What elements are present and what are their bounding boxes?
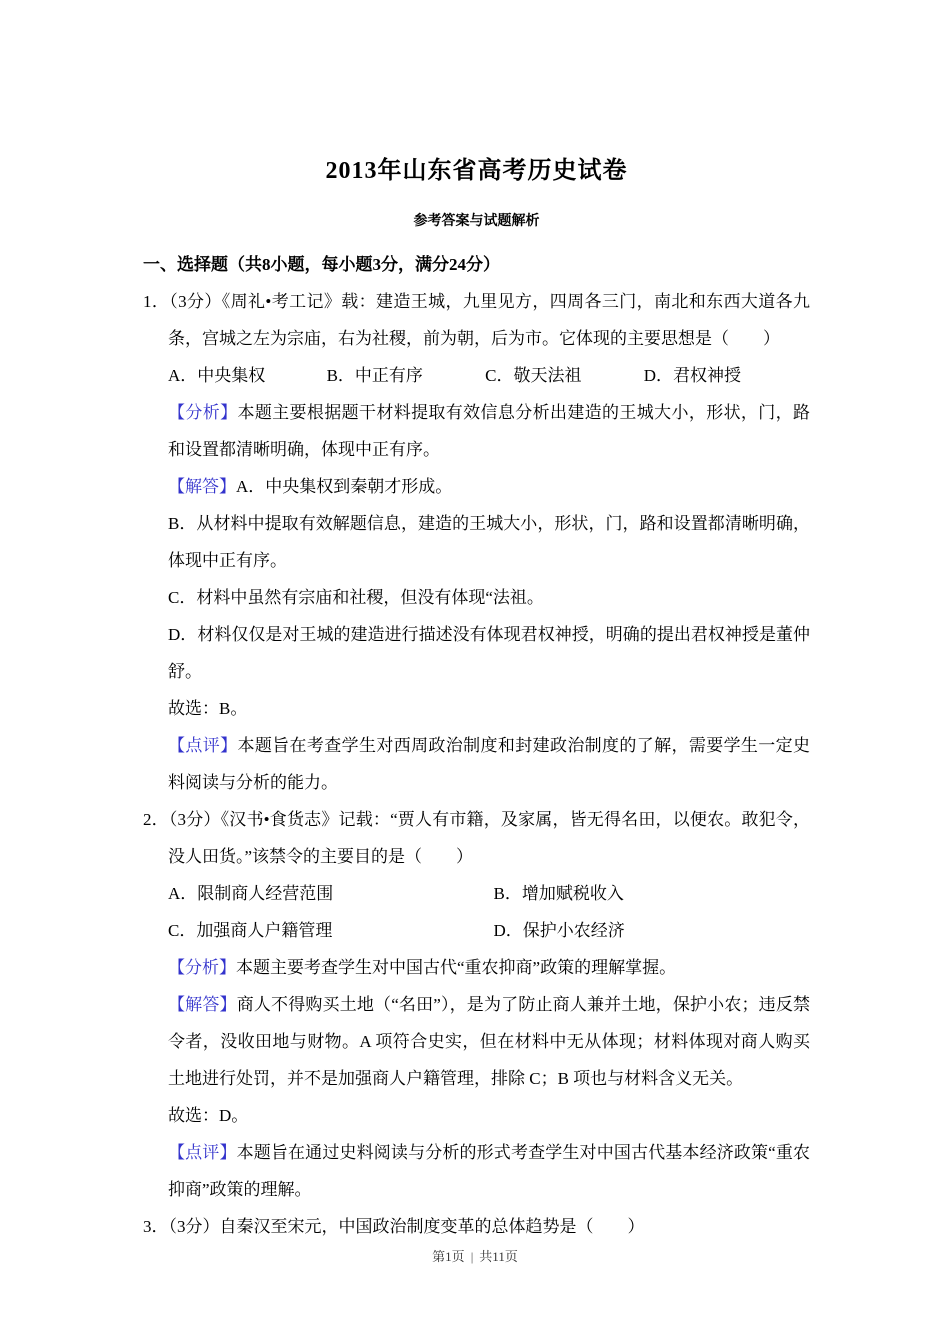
analysis-text: 本题主要考查学生对中国古代“重农抑商”政策的理解掌握。 bbox=[236, 958, 677, 977]
footer-separator: | bbox=[470, 1249, 474, 1264]
question-block-3 bbox=[143, 1208, 810, 1245]
option-b: B．增加赋税收入 bbox=[493, 884, 624, 903]
option-b: B．中正有序 bbox=[326, 366, 423, 385]
question-1-options bbox=[168, 357, 810, 394]
analysis-text: 本题主要根据题干材料提取有效信息分析出建造的王城大小，形状，门，路和设置都清晰明确，体现中正有序。 bbox=[168, 403, 811, 459]
question-3-text: （3分）自秦汉至宋元，中国政治制度变革的总体趋势是（ ） bbox=[168, 1217, 645, 1236]
question-2-text: （3分）《汉书•食货志》记载：“贾人有市籍，及家属，皆无得名田，以便农。敢犯令，没人田货。”该禁令的主要目的是（ ） bbox=[168, 810, 811, 866]
question-1-analysis bbox=[168, 394, 810, 468]
answer-text: A．中央集权到秦朝才形成。 bbox=[236, 477, 453, 496]
question-1-answer-line-1 bbox=[168, 468, 810, 505]
question-2-options-row-2 bbox=[168, 912, 810, 949]
question-2-options-row-1 bbox=[168, 875, 810, 912]
option-a: A．中央集权 bbox=[168, 366, 266, 385]
question-3-number: 3． bbox=[143, 1217, 169, 1236]
option-a: A．限制商人经营范围 bbox=[168, 884, 334, 903]
option-d: D．君权神授 bbox=[643, 366, 741, 385]
option-c: C．敬天法祖 bbox=[485, 366, 582, 385]
question-2-analysis bbox=[168, 949, 810, 986]
question-1-answer-line-2: B．从材料中提取有效解题信息，建造的王城大小，形状，门，路和设置都清晰明确，体现中正有序。 bbox=[168, 514, 810, 570]
question-2-number: 2． bbox=[143, 810, 169, 829]
question-2-stem bbox=[143, 801, 810, 875]
comment-tag: 【点评】 bbox=[168, 1143, 237, 1162]
question-1-answer-line-3: C．材料中虽然有宗庙和社稷，但没有体现“法祖。 bbox=[168, 588, 544, 607]
answer-tag: 【解答】 bbox=[168, 995, 237, 1014]
page-subtitle: 参考答案与试题解析 bbox=[413, 214, 540, 229]
question-1-stem bbox=[143, 283, 810, 357]
question-1-answer-line-4: D．材料仅仅是对王城的建造进行描述没有体现君权神授，明确的提出君权神授是董仲舒。 bbox=[168, 625, 810, 681]
option-d: D．保护小农经济 bbox=[493, 921, 625, 940]
question-1-number: 1． bbox=[143, 292, 170, 311]
answer-text: 商人不得购买土地（“名田”），是为了防止商人兼并土地，保护小农；违反禁令者，没收田地与财物。A 项符合史实，但在材料中无从体现；材料体现对商人购买土地进行处罚，并不是加强商人户籍管理，排除 C；B 项也与材料含义无关。 bbox=[168, 995, 811, 1088]
question-3-stem bbox=[143, 1208, 810, 1245]
analysis-tag: 【分析】 bbox=[168, 403, 238, 422]
page-number: 第1页 bbox=[432, 1249, 465, 1264]
comment-tag: 【点评】 bbox=[168, 736, 238, 755]
question-1-text: （3分）《周礼•考工记》载：建造王城，九里见方，四周各三门，南北和东西大道各九条，宫城之左为宗庙，右为社稷，前为朝，后为市。它体现的主要思想是（ ） bbox=[168, 292, 811, 348]
answer-tag: 【解答】 bbox=[168, 477, 236, 496]
question-block-1 bbox=[143, 283, 810, 801]
comment-text: 本题旨在通过史料阅读与分析的形式考查学生对中国古代基本经济政策“重农抑商”政策的理解。 bbox=[168, 1143, 811, 1199]
page-count: 共11页 bbox=[479, 1249, 518, 1264]
option-c: C．加强商人户籍管理 bbox=[168, 921, 333, 940]
analysis-tag: 【分析】 bbox=[168, 958, 236, 977]
question-1-comment bbox=[168, 727, 810, 801]
question-2-conclusion: 故选：D。 bbox=[168, 1106, 249, 1125]
section-heading: 一、选择题（共8小题，每小题3分，满分24分） bbox=[143, 255, 500, 274]
page-title: 2013年山东省高考历史试卷 bbox=[325, 158, 628, 184]
question-block-2 bbox=[143, 801, 810, 1208]
comment-text: 本题旨在考查学生对西周政治制度和封建政治制度的了解，需要学生一定史料阅读与分析的能力。 bbox=[168, 736, 811, 792]
page-footer bbox=[0, 1246, 950, 1265]
question-1-conclusion: 故选：B。 bbox=[168, 699, 248, 718]
question-2-answer-line-1 bbox=[168, 986, 810, 1097]
question-2-comment bbox=[168, 1134, 810, 1208]
